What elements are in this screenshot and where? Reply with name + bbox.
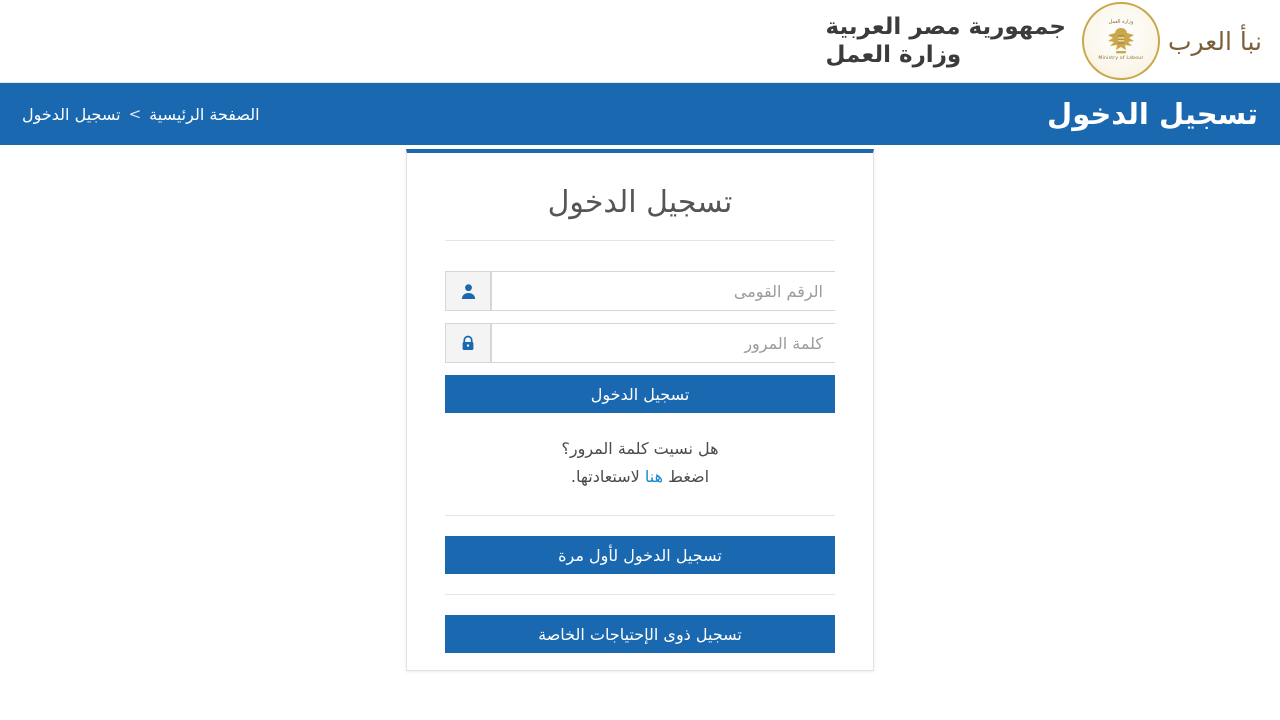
forgot-password-block [445, 435, 835, 491]
login-button[interactable]: تسجيل الدخول [445, 375, 835, 413]
breadcrumb-link-home[interactable]: الصفحة الرئيسية [149, 104, 260, 124]
special-needs-register-button[interactable]: تسجيل ذوى الإحتياجات الخاصة [445, 615, 835, 653]
emblem-bottom-label: Ministry of Labour [1098, 56, 1144, 62]
ministry-title [826, 13, 1066, 69]
national-id-input[interactable] [491, 271, 835, 311]
first-time-login-button[interactable]: تسجيل الدخول لأول مرة [445, 536, 835, 574]
breadcrumb-current: تسجيل الدخول [22, 104, 121, 124]
site-watermark: نبأ العرب [1167, 26, 1262, 56]
breadcrumb-separator-icon: > [128, 105, 142, 123]
divider-2 [445, 594, 835, 595]
forgot-password-suffix: لاستعادتها. [570, 467, 640, 486]
lock-icon [445, 323, 491, 363]
first-time-row [445, 536, 835, 574]
password-input[interactable] [491, 323, 835, 363]
forgot-password-prefix: اضغط [668, 467, 710, 486]
user-icon [445, 271, 491, 311]
eagle-of-saladin-icon [1104, 26, 1138, 56]
emblem-top-label: وزارة العمل [1108, 19, 1134, 26]
login-card-title: تسجيل الدخول [445, 175, 835, 241]
page-title-bar [0, 83, 1280, 145]
forgot-password-hint [445, 463, 835, 491]
forgot-password-question: هل نسيت كلمة المرور؟ [561, 439, 719, 458]
divider-1 [445, 515, 835, 516]
ministry-title-line1: جمهورية مصر العربية [825, 13, 1066, 40]
national-id-field-row [445, 271, 835, 311]
login-card [406, 149, 874, 671]
breadcrumb [22, 105, 260, 124]
ministry-title-line2: وزارة العمل [825, 42, 962, 68]
page-title: تسجيل الدخول [1047, 97, 1258, 131]
page-body [0, 145, 1280, 720]
special-needs-row [445, 615, 835, 653]
password-field-row [445, 323, 835, 363]
ministry-emblem-logo [1082, 2, 1160, 80]
site-header [0, 0, 1280, 83]
forgot-password-link[interactable]: هنا [644, 467, 664, 486]
